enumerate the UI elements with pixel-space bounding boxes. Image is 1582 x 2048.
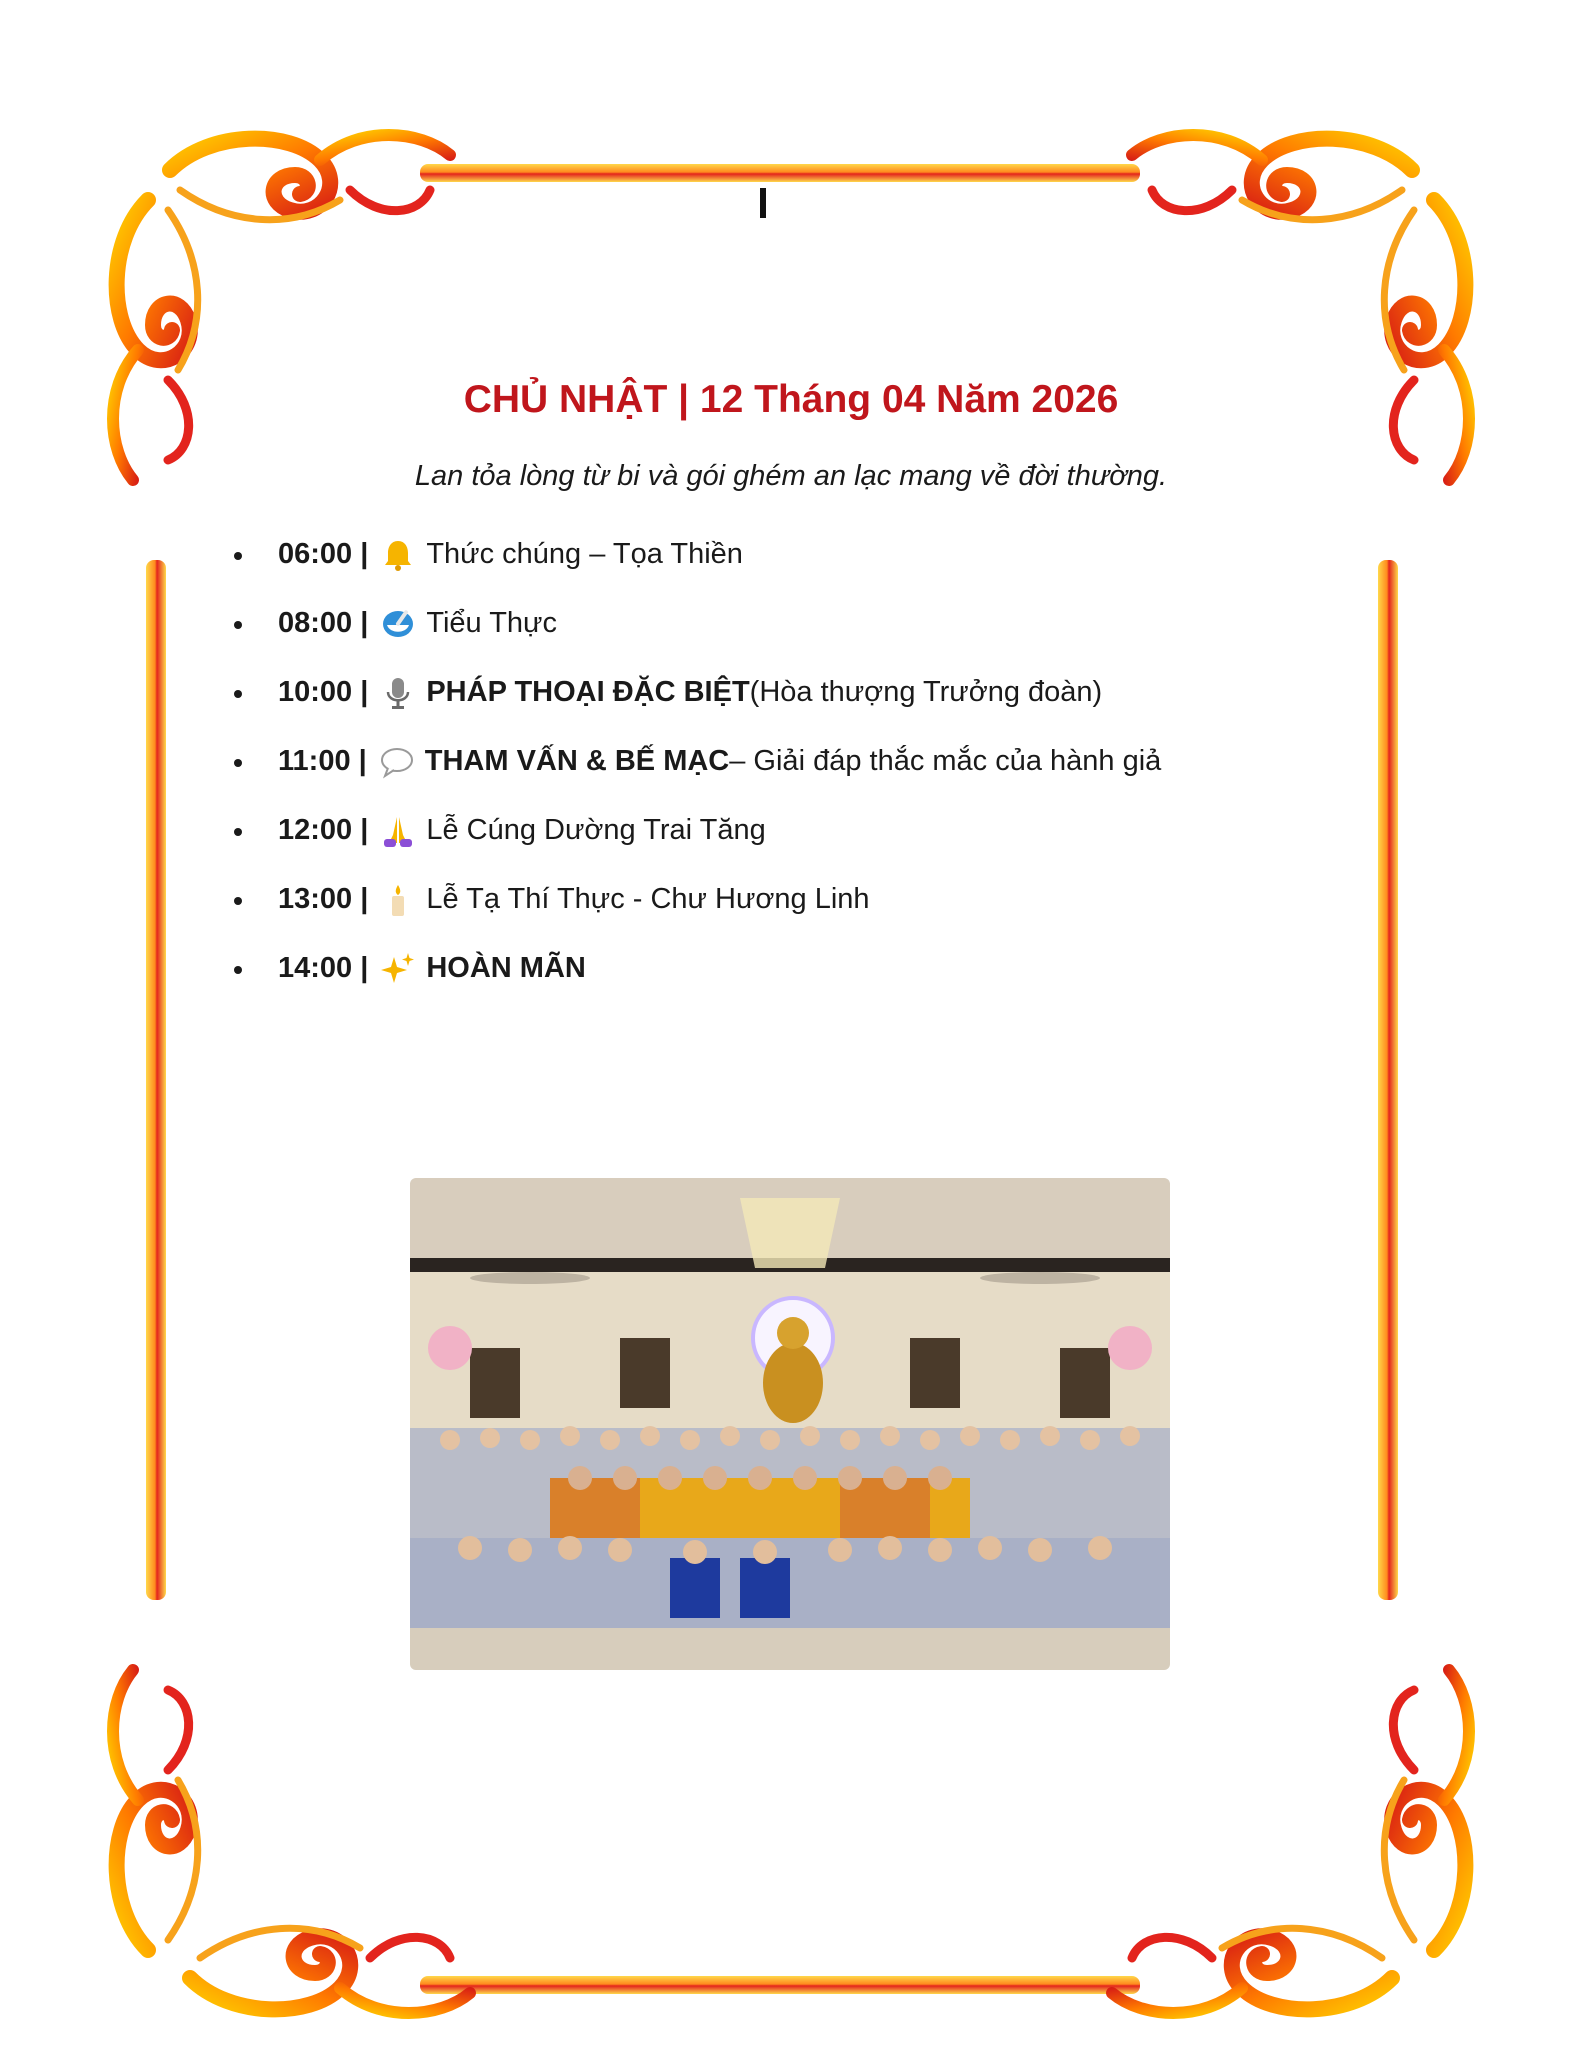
schedule-item	[232, 658, 1161, 727]
schedule-bold-text: PHÁP THOẠI ĐẶC BIỆT	[426, 676, 750, 708]
schedule-item	[232, 934, 1161, 1003]
schedule-time: 08:00 |	[278, 607, 369, 639]
schedule-text: Lễ Tạ Thí Thực - Chư Hương Linh	[426, 883, 870, 915]
schedule-time: 13:00 |	[278, 883, 369, 915]
schedule-text: Tiểu Thực	[426, 607, 557, 639]
page-subtitle: Lan tỏa lòng từ bi và gói ghém an lạc mang về đời thường.	[414, 460, 1168, 492]
speech-bubble-icon	[379, 744, 415, 780]
schedule-text: Thức chúng – Tọa Thiền	[426, 538, 743, 570]
schedule-time: 12:00 |	[278, 814, 369, 846]
schedule-text: – Giải đáp thắc mắc của hành giả	[729, 745, 1162, 777]
schedule-time: 14:00 |	[278, 952, 369, 984]
bowl-icon	[380, 606, 416, 642]
schedule-list	[232, 520, 1161, 1003]
sparkles-icon	[380, 951, 416, 987]
schedule-text: (Hòa thượng Trưởng đoàn)	[749, 676, 1103, 708]
schedule-time: 10:00 |	[278, 676, 369, 708]
schedule-item	[232, 520, 1161, 589]
schedule-item	[232, 865, 1161, 934]
praying-hands-icon	[380, 813, 416, 849]
bell-icon	[380, 537, 416, 573]
schedule-item	[232, 589, 1161, 658]
schedule-bold-text: THAM VẤN & BẾ MẠC	[424, 745, 730, 777]
schedule-time: 06:00 |	[278, 538, 369, 570]
candle-icon	[380, 882, 416, 918]
page-title: CHỦ NHẬT | 12 Tháng 04 Năm 2026	[463, 378, 1119, 421]
text-cursor-mark	[760, 188, 766, 218]
schedule-item	[232, 796, 1161, 865]
schedule-time: 11:00 |	[278, 745, 367, 777]
schedule-item	[232, 727, 1161, 796]
group-photo	[410, 1178, 1170, 1670]
schedule-bold-text: HOÀN MÃN	[426, 952, 586, 984]
microphone-icon	[380, 675, 416, 711]
schedule-text: Lễ Cúng Dường Trai Tăng	[426, 814, 766, 846]
